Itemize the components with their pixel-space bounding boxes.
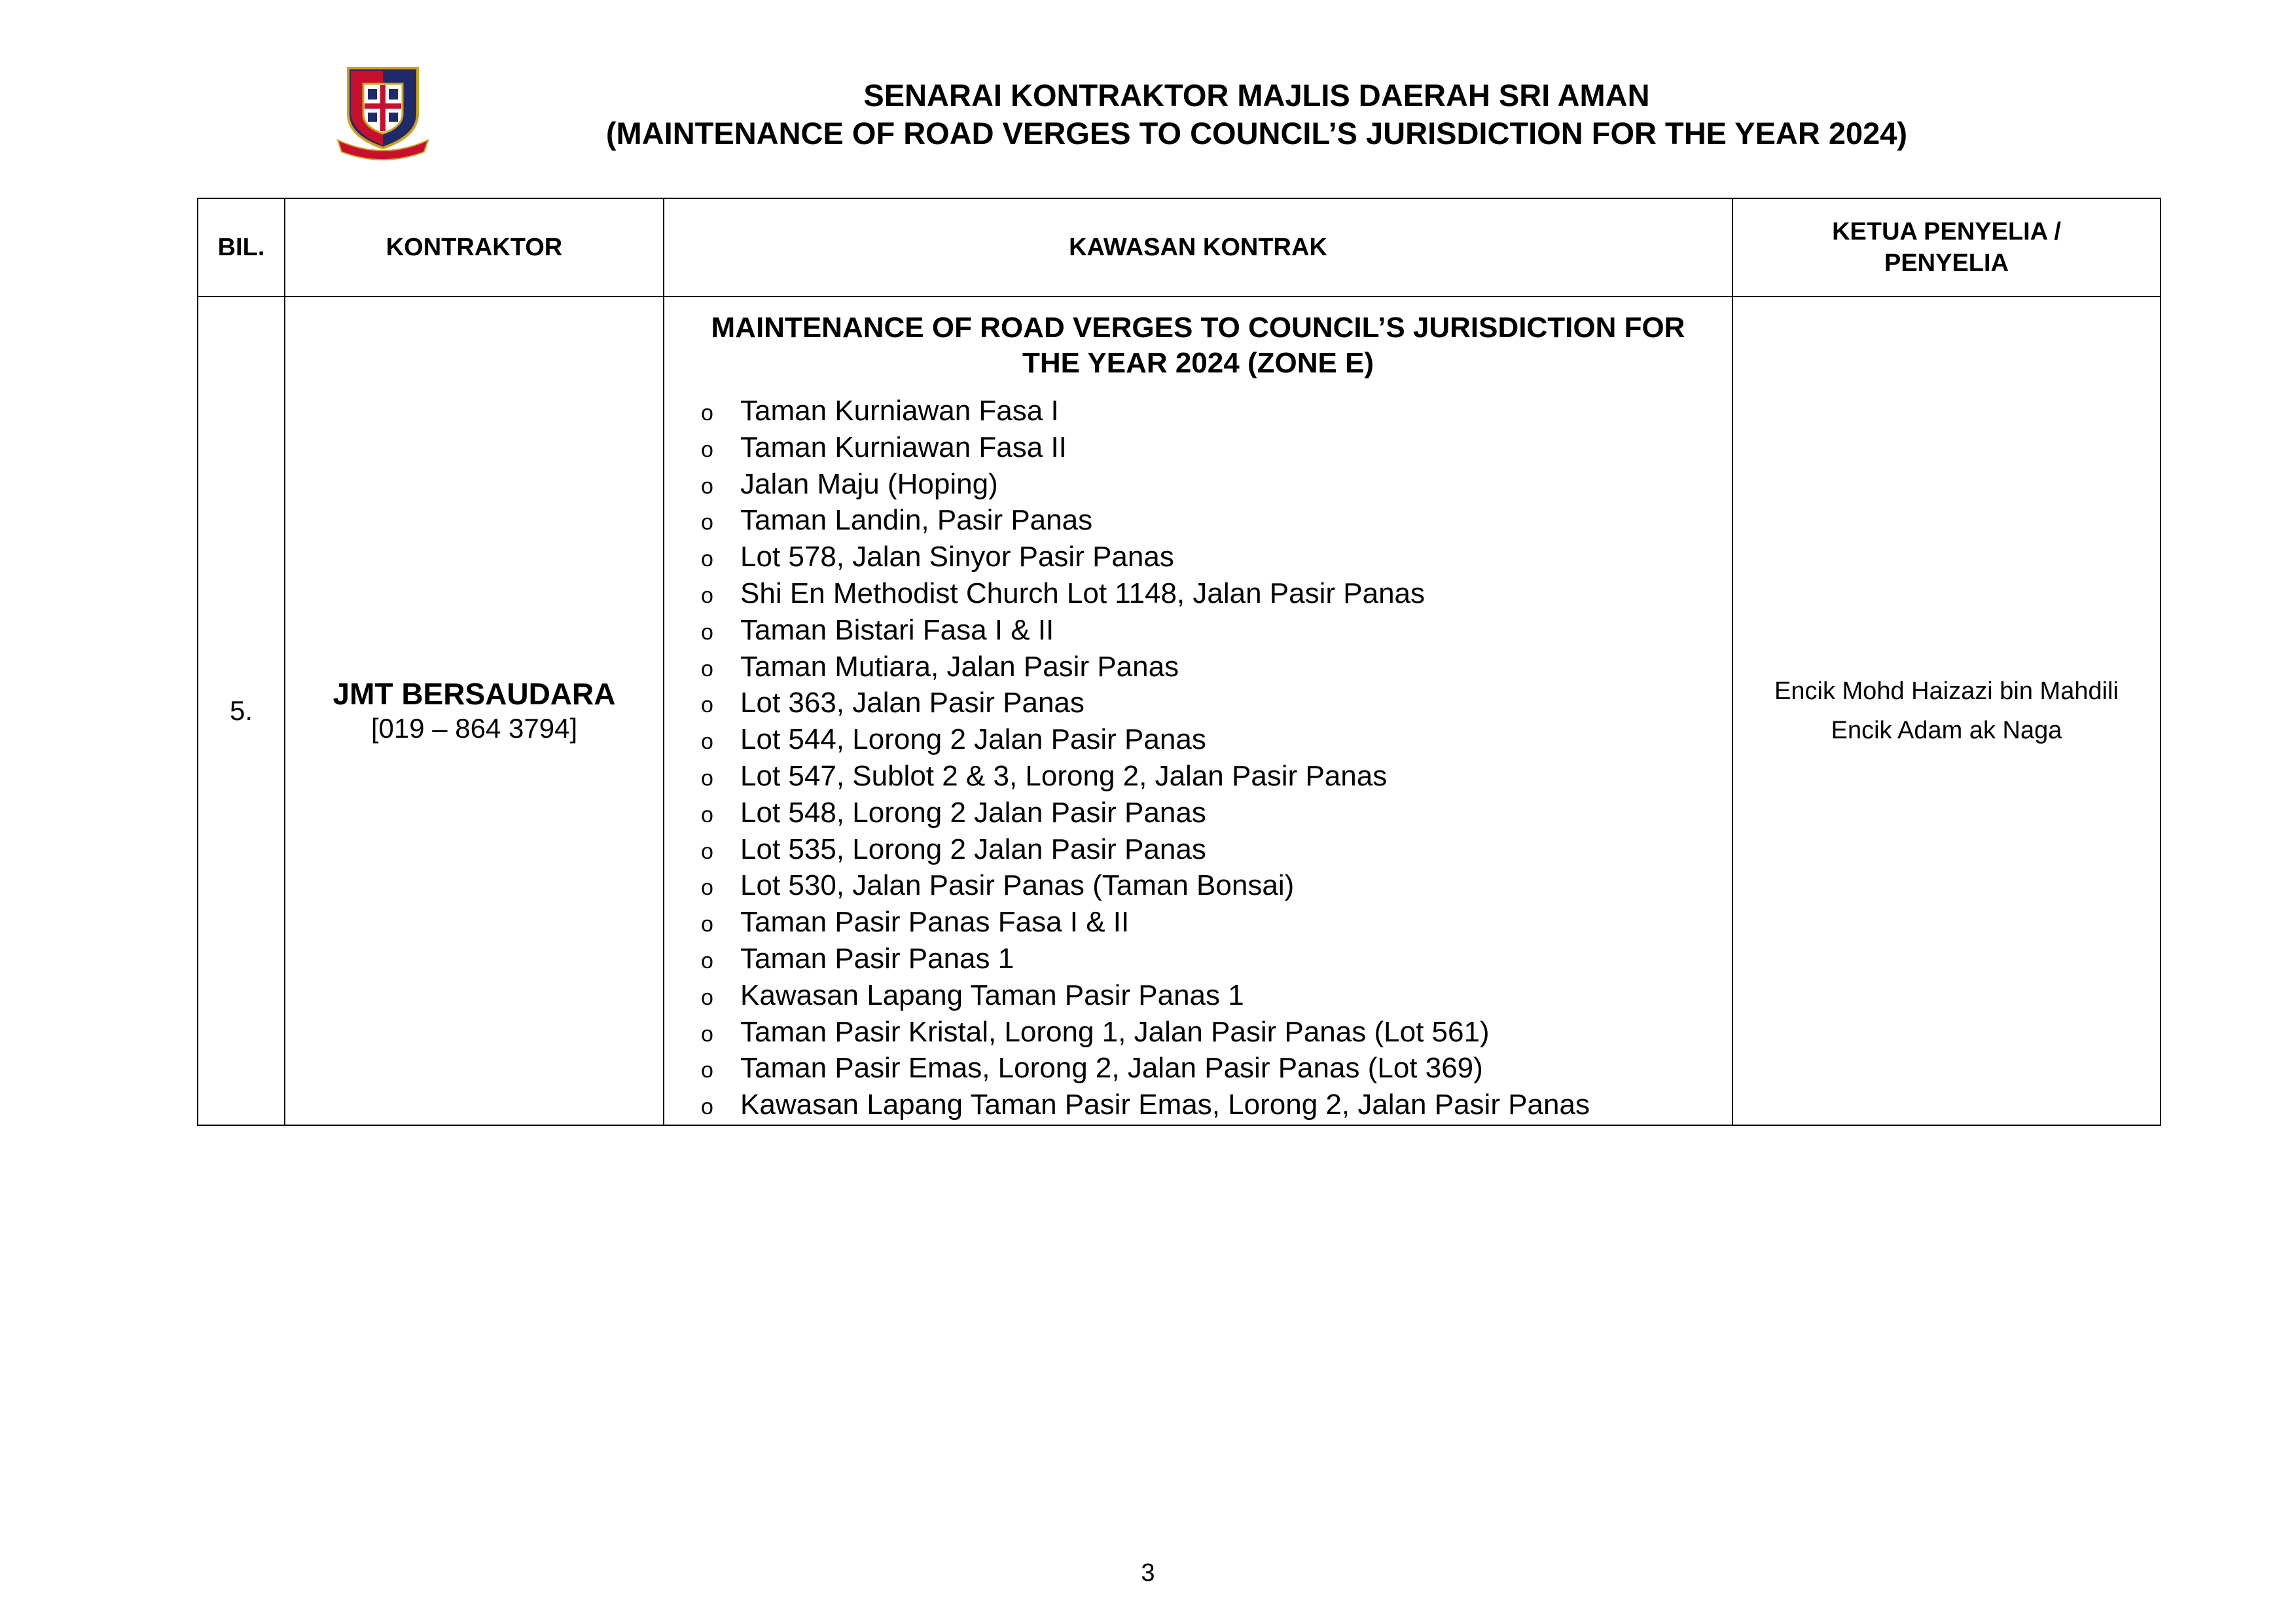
list-item [701,905,1732,942]
list-item [701,503,1732,540]
area-name: Lot 547, Sublot 2 & 3, Lorong 2, Jalan Pasir Panas [740,759,1388,792]
area-name: Lot 530, Jalan Pasir Panas (Taman Bonsai) [740,869,1295,902]
bullet-icon: o [701,583,713,608]
bullet-icon: o [701,839,713,864]
bullet-icon: o [701,984,713,1010]
area-name: Shi En Methodist Church Lot 1148, Jalan Pasir Panas [740,577,1426,609]
bullet-icon: o [701,948,713,973]
bullet-icon: o [701,1094,713,1120]
area-name: Kawasan Lapang Taman Pasir Panas 1 [740,979,1244,1011]
bullet-icon: o [701,1058,713,1083]
list-item [701,759,1732,796]
bullet-icon: o [701,693,713,718]
area-name: Jalan Maju (Hoping) [740,467,998,500]
bullet-icon: o [701,729,713,755]
list-item [701,394,1732,431]
list-item [701,723,1732,759]
row-contractor [285,297,664,1125]
list-item [701,1015,1732,1052]
contractor-name: JMT BERSAUDARA [332,676,616,711]
list-item [701,833,1732,869]
bullet-icon: o [701,765,713,791]
list-item [701,540,1732,577]
row-area [664,297,1732,1125]
bullet-icon: o [701,437,713,462]
area-name: Kawasan Lapang Taman Pasir Emas, Lorong 2, Jalan Pasir Panas [740,1089,1590,1121]
list-item [701,942,1732,979]
page-subtitle: (MAINTENANCE OF ROAD VERGES TO COUNCIL’S JURISDICTION FOR THE YEAR 2024) [605,116,1908,151]
bullet-icon: o [701,547,713,572]
area-name: Taman Landin, Pasir Panas [740,504,1093,537]
zone-title-line1: MAINTENANCE OF ROAD VERGES TO COUNCIL’S JURISDICTION FOR [711,312,1685,344]
area-name: Taman Mutiara, Jalan Pasir Panas [740,650,1179,683]
bullet-icon: o [701,912,713,937]
bullet-icon: o [701,619,713,645]
area-name: Lot 548, Lorong 2 Jalan Pasir Panas [740,796,1206,829]
contractor-phone: [019 – 864 3794] [370,712,578,744]
page-title: SENARAI KONTRAKTOR MAJLIS DAERAH SRI AMAN [863,78,1650,113]
area-name: Taman Kurniawan Fasa I [740,395,1059,427]
bullet-icon: o [701,510,713,535]
row-bil: 5. [198,297,285,1125]
header-bil: BIL. [198,198,285,297]
list-item [701,869,1732,905]
supervisor-name: Encik Mohd Haizazi bin Mahdili [1774,677,2119,705]
area-name: Lot 578, Jalan Sinyor Pasir Panas [740,541,1174,573]
zone-title [677,310,1719,381]
table-row [198,297,2161,1125]
list-item [701,979,1732,1015]
list-item [701,577,1732,613]
page-number: 3 [1141,1559,1155,1587]
header-supervisor-line1: KETUA PENYELIA / [1832,218,2061,245]
area-name: Taman Kurniawan Fasa II [740,431,1067,463]
area-name: Taman Pasir Panas Fasa I & II [740,906,1130,939]
bullet-icon: o [701,802,713,827]
list-item [701,467,1732,504]
area-name: Taman Bistari Fasa I & II [740,613,1054,646]
header-supervisor-line2: PENYELIA [1884,249,2009,277]
bullet-icon: o [701,875,713,901]
list-item [701,1051,1732,1088]
bullet-icon: o [701,656,713,681]
row-supervisors [1732,297,2161,1125]
header-contractor: KONTRAKTOR [285,198,664,297]
list-item [701,686,1732,723]
table-header-row [198,198,2161,297]
area-name: Lot 544, Lorong 2 Jalan Pasir Panas [740,723,1206,756]
bullet-icon: o [701,1021,713,1047]
list-item [701,613,1732,650]
area-name: Lot 363, Jalan Pasir Panas [740,687,1085,719]
bullet-icon: o [701,401,713,425]
header-supervisor [1732,198,2161,297]
area-name: Taman Pasir Panas 1 [740,942,1014,975]
header-area: KAWASAN KONTRAK [664,198,1732,297]
zone-title-line2: THE YEAR 2024 (ZONE E) [1022,347,1374,379]
bullet-icon: o [701,473,713,499]
list-item [701,1088,1732,1125]
list-item [701,431,1732,467]
contractor-table [197,198,2161,1126]
area-list [664,394,1732,1125]
list-item [701,650,1732,687]
area-name: Lot 535, Lorong 2 Jalan Pasir Panas [740,833,1206,865]
area-name: Taman Pasir Kristal, Lorong 1, Jalan Pasir Panas (Lot 561) [740,1015,1490,1048]
supervisor-name: Encik Adam ak Naga [1831,716,2062,744]
area-name: Taman Pasir Emas, Lorong 2, Jalan Pasir Panas (Lot 369) [740,1052,1483,1085]
list-item [701,796,1732,833]
